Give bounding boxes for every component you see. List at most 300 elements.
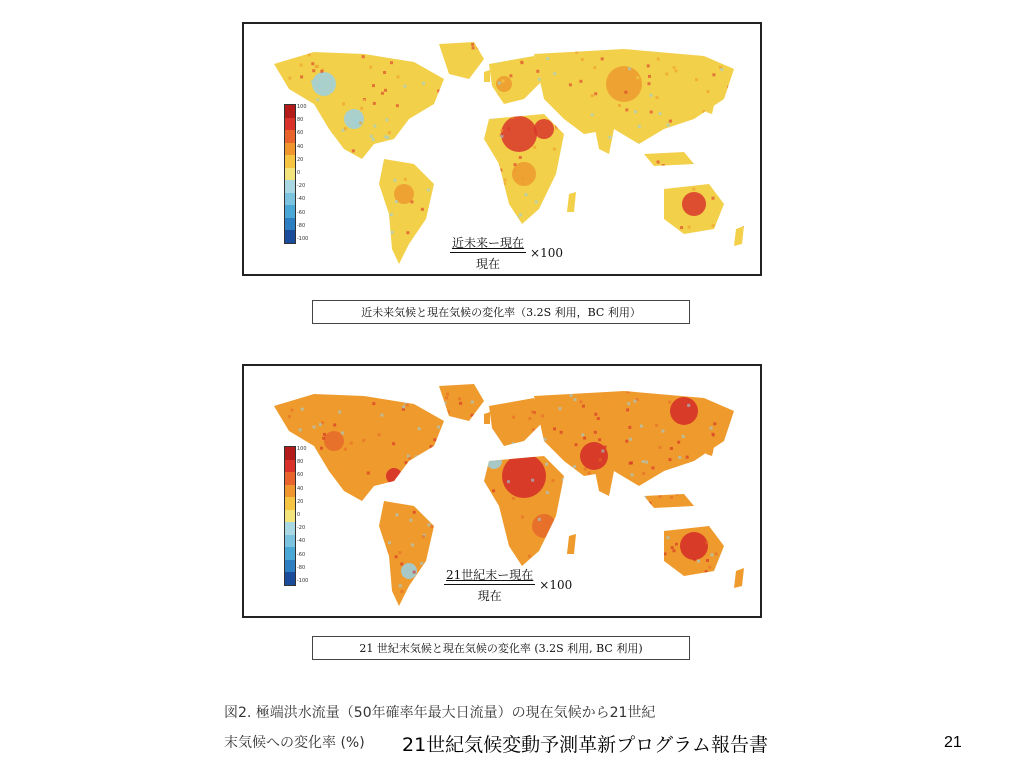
grid-cell (759, 516, 760, 519)
grid-cell (393, 28, 396, 31)
grid-cell (258, 176, 261, 179)
grid-cell (481, 82, 484, 85)
grid-cell (300, 75, 303, 78)
grid-cell (392, 261, 395, 264)
grid-cell (406, 477, 409, 480)
grid-cell (705, 570, 708, 573)
grid-cell (588, 472, 591, 475)
grid-cell (626, 408, 629, 411)
grid-cell (553, 72, 556, 75)
grid-cell (719, 576, 722, 579)
grid-cell (712, 197, 715, 200)
grid-cell (366, 562, 369, 565)
grid-cell (698, 604, 701, 607)
grid-cell (472, 46, 475, 49)
grid-cell (376, 178, 379, 181)
grid-cell (327, 382, 330, 385)
grid-cell (744, 247, 747, 250)
grid-cell (317, 376, 320, 379)
grid-cell (244, 146, 247, 149)
grid-cell (364, 209, 367, 212)
grid-cell (340, 560, 343, 563)
grid-cell (287, 39, 290, 42)
grid-cell (545, 463, 548, 466)
figure-caption-line2: 末気候への変化率 (%) (224, 735, 365, 751)
grid-cell (713, 451, 716, 454)
grid-cell (627, 402, 630, 405)
grid-cell (581, 58, 584, 61)
grid-cell (657, 58, 660, 61)
grid-cell (563, 510, 566, 513)
grid-cell (256, 105, 259, 108)
grid-cell (252, 222, 255, 225)
grid-cell (414, 597, 417, 600)
grid-cell (647, 64, 650, 67)
grid-cell (435, 382, 438, 385)
grid-cell (624, 581, 627, 584)
colorbar-swatch (285, 155, 295, 168)
grid-cell (320, 389, 323, 392)
grid-cell (388, 486, 391, 489)
grid-cell (343, 202, 346, 205)
grid-cell (626, 547, 629, 550)
grid-cell (453, 535, 456, 538)
grid-cell (593, 256, 596, 259)
grid-cell (636, 580, 639, 583)
grid-cell (320, 383, 323, 386)
grid-cell (384, 216, 387, 219)
grid-cell (477, 29, 480, 32)
grid-cell (281, 79, 284, 82)
grid-cell (457, 478, 460, 481)
grid-cell (471, 455, 474, 458)
grid-cell (539, 82, 542, 85)
grid-cell (379, 48, 382, 51)
grid-cell (392, 442, 395, 445)
grid-cell (732, 123, 735, 126)
continent-indonesia (644, 152, 694, 166)
grid-cell (671, 173, 674, 176)
grid-cell (542, 541, 545, 544)
grid-cell (712, 114, 715, 117)
grid-cell (432, 64, 435, 67)
grid-cell (400, 563, 403, 566)
grid-cell (687, 404, 690, 407)
grid-cell (346, 181, 349, 184)
grid-cell (590, 264, 593, 267)
grid-cell (656, 96, 659, 99)
grid-cell (670, 496, 673, 499)
grid-cell (263, 33, 266, 36)
grid-cell (700, 142, 703, 145)
grid-cell (445, 613, 448, 616)
grid-cell (476, 562, 479, 565)
grid-cell (639, 401, 642, 404)
grid-cell (579, 532, 582, 535)
colorbar-swatch (285, 510, 295, 523)
grid-cell (686, 456, 689, 459)
grid-cell (291, 43, 294, 46)
grid-cell (541, 442, 544, 445)
grid-cell (407, 39, 410, 42)
grid-cell (268, 40, 271, 43)
grid-cell (544, 61, 547, 64)
grid-cell (572, 441, 575, 444)
grid-cell (713, 422, 716, 425)
grid-cell (419, 50, 422, 53)
grid-cell (556, 610, 559, 613)
grid-cell (726, 485, 729, 488)
grid-cell (528, 555, 531, 558)
grid-cell (333, 522, 336, 525)
grid-cell (676, 545, 679, 548)
grid-cell (669, 458, 672, 461)
grid-cell (271, 116, 274, 119)
grid-cell (674, 69, 677, 72)
grid-cell (601, 610, 604, 613)
grid-cell (586, 149, 589, 152)
grid-cell (464, 522, 467, 525)
grid-cell (581, 383, 584, 386)
grid-cell (669, 120, 672, 123)
grid-cell (756, 258, 759, 261)
grid-cell (742, 486, 745, 489)
grid-cell (415, 455, 418, 458)
grid-cell (693, 245, 696, 248)
grid-cell (532, 369, 535, 372)
grid-cell (390, 24, 393, 27)
grid-cell (457, 194, 460, 197)
grid-cell (739, 589, 742, 592)
colorbar-label: -100 (297, 236, 309, 242)
grid-cell (642, 460, 645, 463)
grid-cell (568, 232, 571, 235)
grid-cell (718, 48, 721, 51)
continent-asia (534, 391, 734, 486)
grid-cell (338, 411, 341, 414)
grid-cell (516, 103, 519, 106)
grid-cell (652, 603, 655, 606)
grid-cell (437, 90, 440, 93)
grid-cell (633, 533, 636, 536)
grid-cell (333, 418, 336, 421)
grid-cell (471, 43, 474, 46)
grid-cell (425, 419, 428, 422)
grid-cell (451, 487, 454, 490)
grid-cell (447, 166, 450, 169)
grid-cell (317, 586, 320, 589)
grid-cell (499, 37, 502, 40)
grid-cell (627, 210, 630, 213)
grid-cell (380, 244, 383, 247)
grid-cell (310, 39, 313, 42)
grid-cell (641, 190, 644, 193)
grid-cell (307, 412, 310, 415)
grid-cell (425, 244, 428, 247)
grid-cell (261, 477, 264, 480)
grid-cell (501, 192, 504, 195)
grid-cell (606, 371, 609, 374)
continent-nz (734, 226, 744, 246)
grid-cell (413, 511, 416, 514)
colorbar-label: 20 (297, 498, 304, 505)
grid-cell (301, 408, 304, 411)
grid-cell (428, 523, 431, 526)
colorbar-labels (297, 446, 317, 586)
grid-cell (614, 589, 617, 592)
grid-cell (755, 183, 758, 186)
grid-cell (403, 85, 406, 88)
grid-cell (585, 241, 588, 244)
grid-cell (246, 412, 249, 415)
grid-cell (603, 31, 606, 34)
page-number: 21 (944, 734, 962, 751)
grid-cell (536, 70, 539, 73)
grid-cell (638, 98, 641, 101)
grid-cell (402, 110, 405, 113)
grid-cell (579, 47, 582, 50)
grid-cell (648, 532, 651, 535)
grid-cell (368, 205, 371, 208)
colorbar-label: 100 (297, 104, 307, 110)
grid-cell (583, 43, 586, 46)
formula-numerator: 近未来ー現在 (450, 234, 526, 253)
grid-cell (653, 589, 656, 592)
continent-indonesia (644, 494, 694, 508)
grid-cell (479, 75, 482, 78)
continent-madagascar (567, 534, 576, 554)
world-map-near-future (242, 22, 762, 276)
colorbar (284, 104, 296, 244)
grid-cell (486, 55, 489, 58)
grid-cell (638, 125, 641, 128)
grid-cell (583, 428, 586, 431)
grid-cell (675, 36, 678, 39)
grid-cell (663, 552, 666, 555)
grid-cell (650, 570, 653, 573)
colorbar-label: -20 (297, 183, 306, 190)
grid-cell (259, 132, 262, 135)
grid-cell (543, 375, 546, 378)
grid-cell (588, 475, 591, 478)
grid-cell (509, 74, 512, 77)
grid-cell (609, 593, 612, 596)
grid-cell (500, 129, 503, 132)
grid-cell (628, 67, 631, 70)
grid-cell (643, 558, 646, 561)
grid-cell (634, 48, 637, 51)
grid-cell (437, 609, 440, 612)
grid-cell (569, 117, 572, 120)
grid-cell (378, 497, 381, 500)
grid-cell (424, 104, 427, 107)
grid-cell (428, 390, 431, 393)
grid-cell (628, 426, 631, 429)
grid-cell (645, 461, 648, 464)
grid-cell (579, 584, 582, 587)
grid-cell (427, 189, 430, 192)
change-region (534, 119, 554, 139)
grid-cell (438, 604, 441, 607)
grid-cell (732, 100, 735, 103)
grid-cell (660, 216, 663, 219)
grid-cell (688, 226, 691, 229)
grid-cell (598, 438, 601, 441)
grid-cell (581, 585, 584, 588)
grid-cell (561, 159, 564, 162)
colorbar-label: -60 (297, 209, 306, 216)
grid-cell (321, 114, 324, 117)
grid-cell (248, 174, 251, 177)
grid-cell (425, 470, 428, 473)
grid-cell (470, 507, 473, 510)
grid-cell (746, 455, 749, 458)
grid-cell (372, 84, 375, 87)
grid-cell (710, 427, 713, 430)
grid-cell (759, 28, 760, 31)
grid-cell (458, 535, 461, 538)
grid-cell (603, 29, 606, 32)
grid-cell (632, 497, 635, 500)
grid-cell (430, 525, 433, 528)
grid-cell (490, 453, 493, 456)
grid-cell (406, 231, 409, 234)
grid-cell (705, 514, 708, 517)
grid-cell (517, 386, 520, 389)
grid-cell (668, 401, 671, 404)
grid-cell (377, 197, 380, 200)
grid-cell (497, 60, 500, 63)
continent-europe (489, 398, 544, 446)
grid-cell (749, 116, 752, 119)
grid-cell (370, 135, 373, 138)
grid-cell (580, 607, 583, 610)
grid-cell (628, 156, 631, 159)
colorbar-swatch (285, 547, 295, 560)
grid-cell (507, 44, 510, 47)
grid-cell (379, 29, 382, 32)
grid-cell (601, 57, 604, 60)
grid-cell (476, 415, 479, 418)
grid-cell (712, 156, 715, 159)
grid-cell (695, 376, 698, 379)
grid-cell (582, 405, 585, 408)
grid-cell (411, 544, 414, 547)
colorbar-swatch (285, 447, 295, 460)
grid-cell (424, 261, 427, 264)
grid-cell (531, 479, 534, 482)
grid-cell (404, 496, 407, 499)
grid-cell (706, 383, 709, 386)
grid-cell (330, 25, 333, 28)
grid-cell (608, 269, 611, 272)
grid-cell (648, 75, 651, 78)
grid-cell (638, 112, 641, 115)
grid-cell (367, 546, 370, 549)
grid-cell (486, 134, 489, 137)
grid-cell (753, 135, 756, 138)
grid-cell (505, 224, 508, 227)
grid-cell (449, 92, 452, 95)
grid-cell (358, 54, 361, 57)
colorbar-label: 60 (297, 472, 304, 479)
grid-cell (258, 77, 261, 80)
grid-cell (709, 163, 712, 166)
grid-cell (519, 156, 522, 159)
grid-cell (486, 378, 489, 381)
grid-cell (521, 516, 524, 519)
grid-cell (297, 254, 300, 257)
grid-cell (572, 406, 575, 409)
grid-cell (599, 458, 602, 461)
grid-cell (423, 474, 426, 477)
colorbar-swatch (285, 180, 295, 193)
grid-cell (388, 541, 391, 544)
grid-cell (692, 188, 695, 191)
grid-cell (475, 614, 478, 616)
grid-cell (564, 492, 567, 495)
grid-cell (288, 415, 291, 418)
change-formula (444, 566, 572, 604)
grid-cell (741, 83, 744, 86)
grid-cell (326, 254, 329, 257)
grid-cell (264, 72, 267, 75)
grid-cell (634, 400, 637, 403)
grid-cell (630, 188, 633, 191)
grid-cell (728, 515, 731, 518)
grid-cell (583, 368, 586, 371)
grid-cell (574, 437, 577, 440)
grid-cell (395, 200, 398, 203)
grid-cell (362, 55, 365, 58)
grid-cell (739, 153, 742, 156)
grid-cell (538, 97, 541, 100)
grid-cell (552, 605, 555, 608)
grid-cell (580, 400, 583, 403)
grid-cell (322, 437, 325, 440)
grid-cell (709, 379, 712, 382)
grid-cell (246, 75, 249, 78)
grid-cell (497, 121, 500, 124)
grid-cell (315, 598, 318, 601)
grid-cell (327, 548, 330, 551)
grid-cell (562, 478, 565, 481)
grid-cell (626, 367, 629, 370)
grid-cell (505, 506, 508, 509)
grid-cell (324, 201, 327, 204)
grid-cell (246, 443, 249, 446)
grid-cell (471, 118, 474, 121)
grid-cell (455, 424, 458, 427)
grid-cell (606, 216, 609, 219)
grid-cell (531, 451, 534, 454)
grid-cell (371, 129, 374, 132)
grid-cell (458, 397, 461, 400)
grid-cell (633, 30, 636, 33)
grid-cell (344, 448, 347, 451)
colorbar-swatch (285, 460, 295, 473)
grid-cell (318, 61, 321, 64)
grid-cell (641, 213, 644, 216)
grid-cell (445, 70, 448, 73)
grid-cell (576, 142, 579, 145)
grid-cell (643, 112, 646, 115)
grid-cell (601, 450, 604, 453)
grid-cell (697, 560, 700, 563)
grid-cell (270, 259, 273, 262)
colorbar-swatch (285, 485, 295, 498)
grid-cell (355, 122, 358, 125)
